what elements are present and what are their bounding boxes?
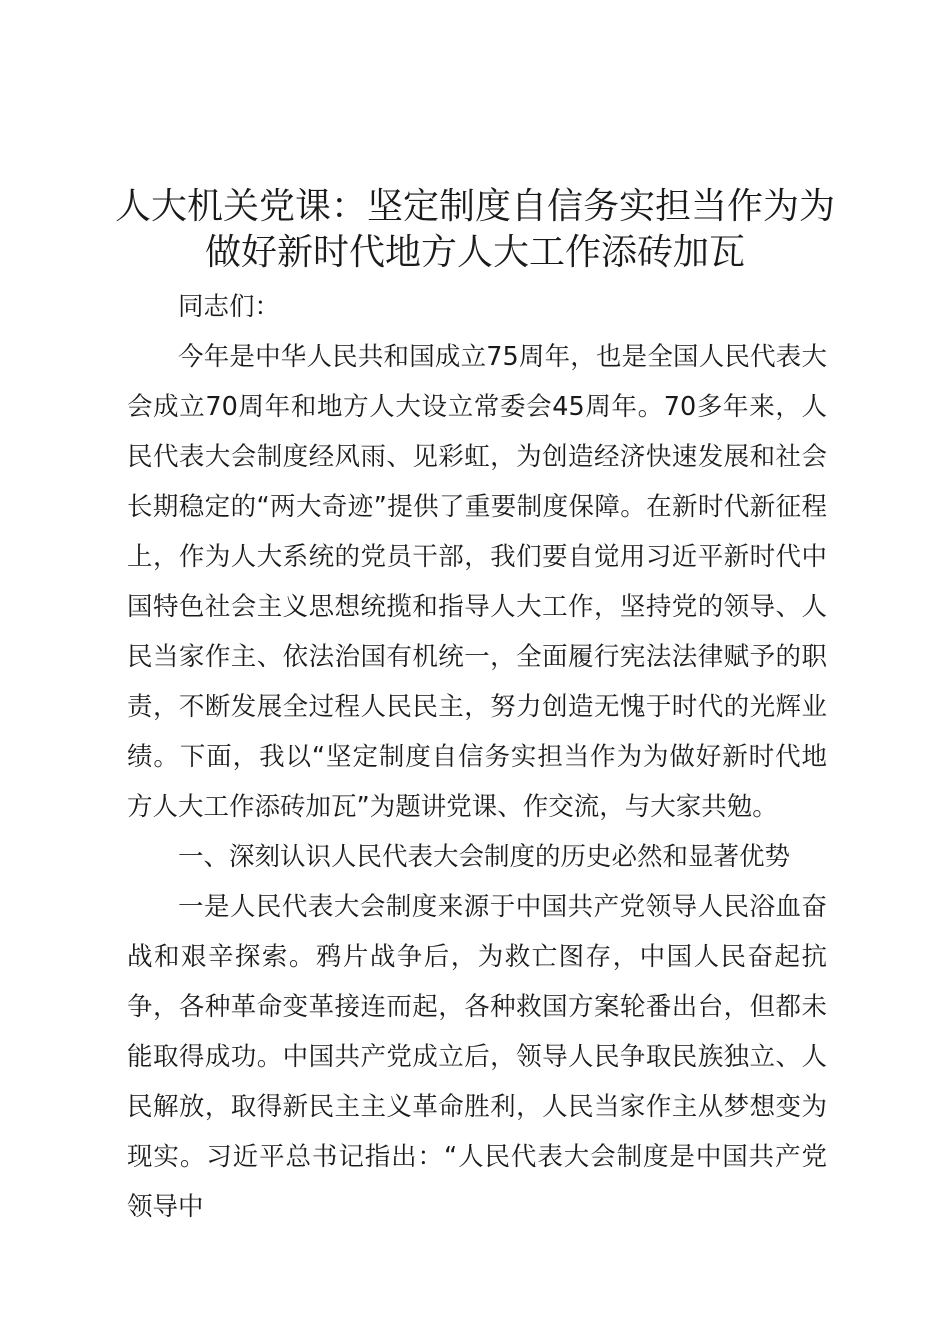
document-title bbox=[100, 184, 850, 276]
title-line-2: 做好新时代地方人大工作添砖加瓦 bbox=[204, 232, 745, 273]
title-line-1: 人大机关党课：坚定制度自信务实担当作为为 bbox=[114, 186, 835, 227]
paragraph-section1-point1: 一是人民代表大会制度来源于中国共产党领导人民浴血奋战和艰辛探索。鸦片战争后，为救亡图存，中国人民奋起抗争，各种革命变革接连而起，各种救国方案轮番出台，但都未能取得成功。中国共产党成立后，领导人民争取民族独立、人民解放，取得新民主主义革命胜利，人民当家作主从梦想变为现实。习近平总书记指出：“人民代表大会制度是中国共产党领导中 bbox=[127, 892, 827, 1222]
section-heading-1: 一、深刻认识人民代表大会制度的历史必然和显著优势 bbox=[178, 842, 791, 872]
document-body bbox=[127, 282, 827, 1232]
paragraph-intro: 今年是中华人民共和国成立75周年，也是全国人民代表大会成立70周年和地方人大设立常委会45周年。70多年来，人民代表大会制度经风雨、见彩虹，为创造经济快速发展和社会长期稳定的“两大奇迹”提供了重要制度保障。在新时代新征程上，作为人大系统的党员干部，我们要自觉用习近平新时代中国特色社会主义思想统揽和指导人大工作，坚持党的领导、人民当家作主、依法治国有机统一，全面履行宪法法律赋予的职责，不断发展全过程人民民主，努力创造无愧于时代的光辉业绩。下面，我以“坚定制度自信务实担当作为为做好新时代地方人大工作添砖加瓦”为题讲党课、作交流，与大家共勉。 bbox=[127, 342, 827, 822]
salutation: 同志们： bbox=[178, 292, 281, 322]
